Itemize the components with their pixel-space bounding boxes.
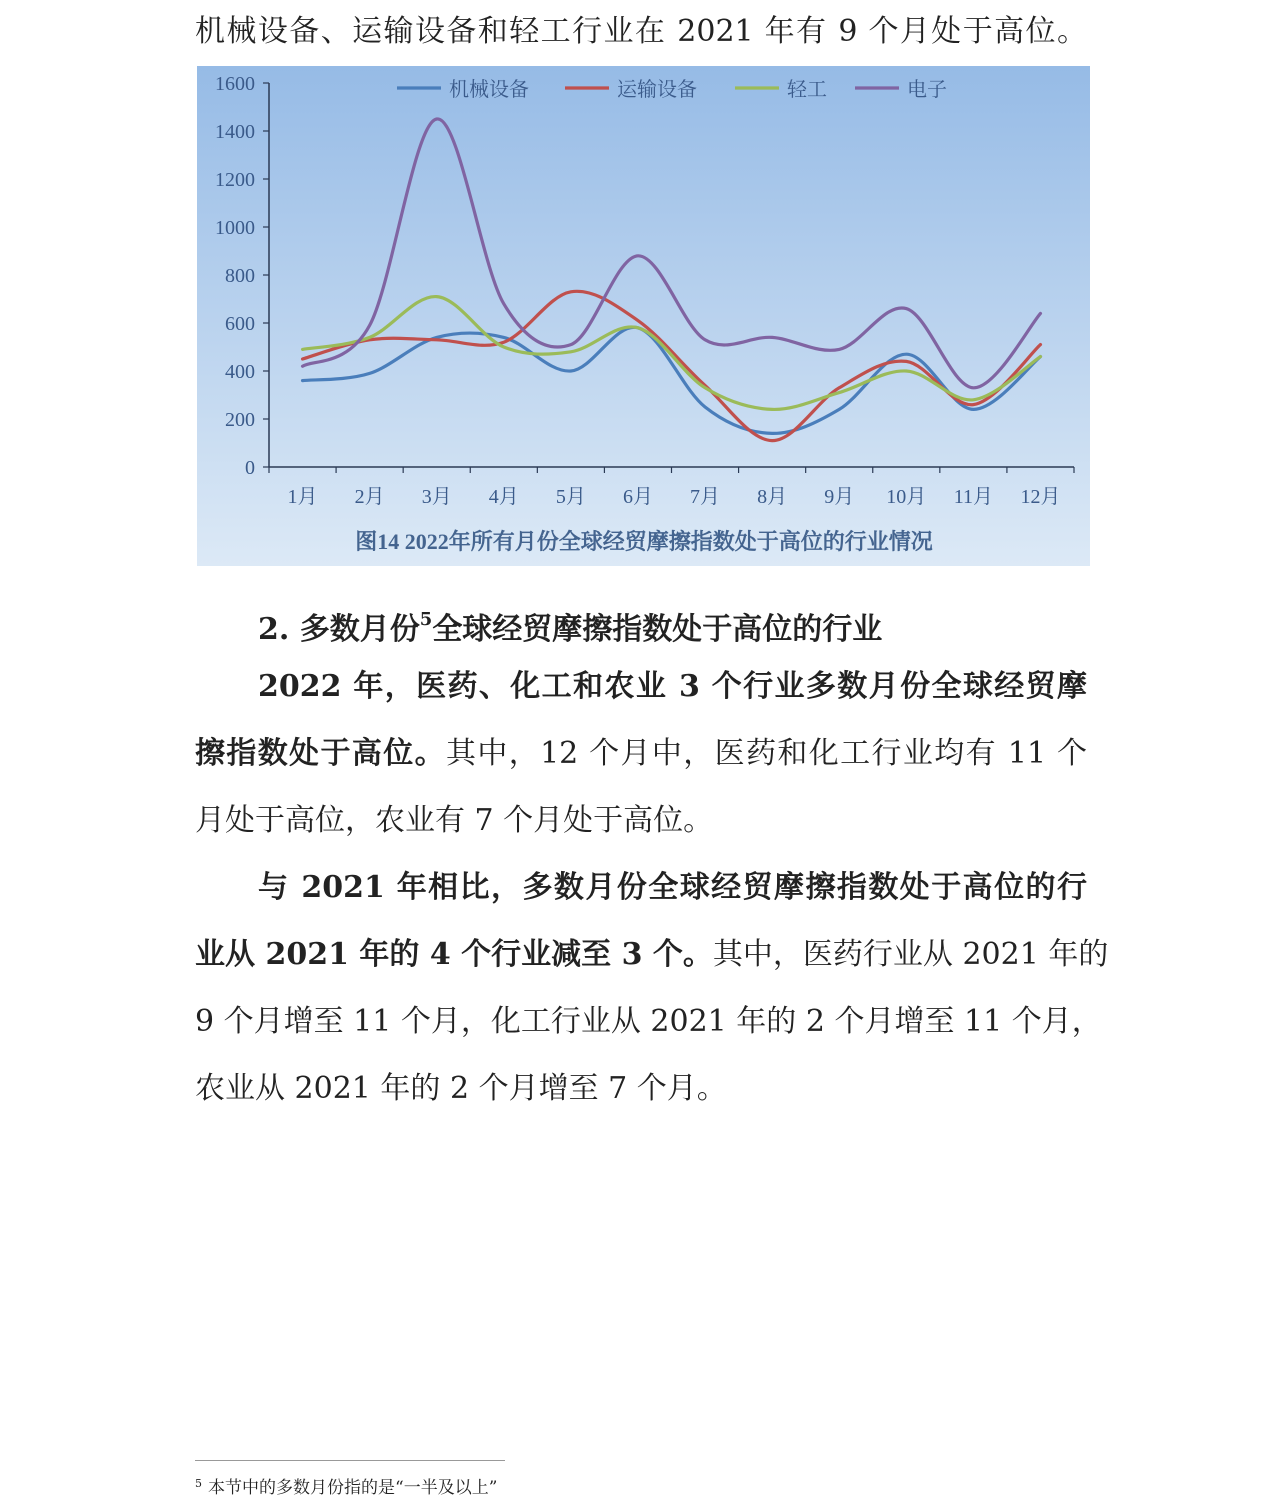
paragraph-1-line-3: 月处于高位，农业有 7 个月处于高位。 (195, 803, 714, 838)
y-tick-label: 400 (225, 361, 255, 383)
paragraph-1-rest: 其中，12 个月中，医药和化工行业均有 11 个 (445, 736, 1087, 771)
x-tick-label: 8月 (757, 486, 788, 508)
legend-label-2: 运输设备 (617, 77, 697, 101)
paragraph-2-line-1: 与 2021 年相比，多数月份全球经贸摩擦指数处于高位的行 (258, 870, 1087, 905)
y-tick-label: 1400 (215, 121, 255, 143)
y-tick-label: 0 (245, 457, 255, 479)
y-tick-label: 200 (225, 409, 255, 431)
legend-label-1: 机械设备 (449, 77, 529, 101)
footnote-number: 5 (195, 1477, 202, 1490)
y-tick-label: 1200 (215, 169, 255, 191)
paragraph-2-line-3: 9 个月增至 11 个月，化工行业从 2021 年的 2 个月增至 11 个月， (195, 1004, 1102, 1039)
x-tick-label: 2月 (354, 486, 385, 508)
x-tick-label: 3月 (421, 486, 452, 508)
paragraph-1-bold: 擦指数处于高位。 (195, 736, 446, 771)
x-tick-label: 4月 (488, 486, 519, 508)
legend-label-4: 电子 (907, 77, 947, 101)
section-title-part-b: 全球经贸摩擦指数处于高位的行业 (432, 612, 883, 647)
paragraph-2-bold: 业从 2021 年的 4 个行业减至 3 个。 (195, 937, 713, 972)
y-tick-label: 1600 (215, 73, 255, 95)
line-chart (197, 66, 1090, 566)
x-tick-label: 6月 (622, 486, 653, 508)
paragraph-2-line-4: 农业从 2021 年的 2 个月增至 7 个月。 (195, 1071, 727, 1106)
x-tick-label: 1月 (287, 486, 318, 508)
footnote-divider (195, 1460, 505, 1461)
x-tick-label: 12月 (1020, 486, 1061, 508)
body-text-line: 机械设备、运输设备和轻工行业在 2021 年有 9 个月处于高位。 (195, 14, 1087, 49)
section-number: 2. (258, 612, 290, 647)
line-chart-figure (197, 66, 1090, 566)
x-tick-label: 5月 (555, 486, 586, 508)
paragraph-2-rest: 其中，医药行业从 2021 年的 (712, 937, 1109, 972)
chart-caption: 图14 2022年所有月份全球经贸摩擦指数处于高位的行业情况 (355, 529, 933, 554)
y-tick-label: 800 (225, 265, 255, 287)
x-tick-label: 10月 (886, 486, 927, 508)
footnote-ref: 5 (419, 609, 433, 630)
y-tick-label: 1000 (215, 217, 255, 239)
y-tick-label: 600 (225, 313, 255, 335)
x-tick-label: 11月 (953, 486, 994, 508)
footnote (195, 1473, 497, 1499)
footnote-text: 本节中的多数月份指的是“一半及以上” (208, 1478, 498, 1498)
x-tick-label: 9月 (824, 486, 855, 508)
section-title-part-a: 多数月份 (299, 612, 420, 647)
x-tick-label: 7月 (690, 486, 721, 508)
section-heading (258, 600, 882, 650)
legend-label-3: 轻工 (787, 77, 827, 101)
paragraph-1-line-1: 2022 年，医药、化工和农业 3 个行业多数月份全球经贸摩 (258, 669, 1087, 704)
paragraph-1-line-2 (195, 734, 1087, 774)
paragraph-2-line-2 (195, 935, 1109, 975)
